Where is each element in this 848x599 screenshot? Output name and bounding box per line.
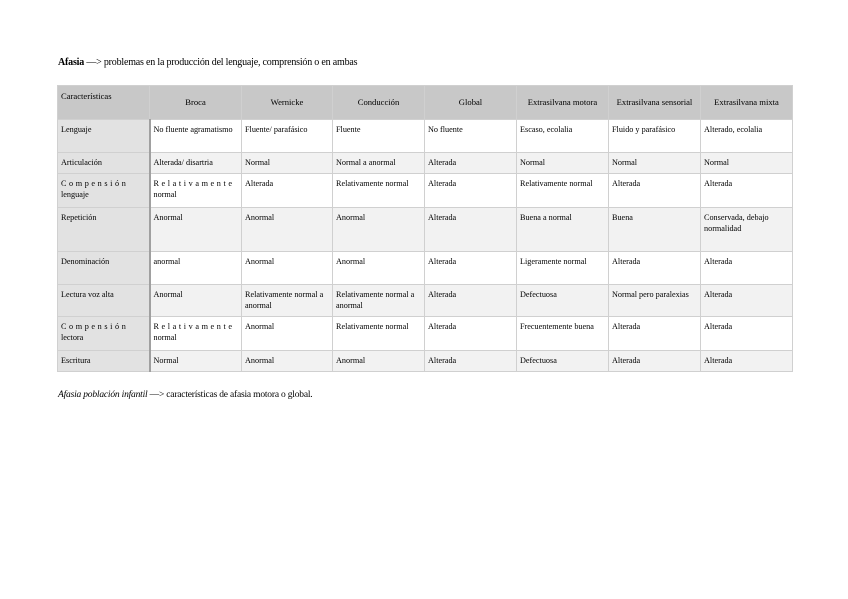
header-cell: Extrasilvana sensorial: [609, 86, 701, 120]
table-cell: Relativamente normal a anormal: [242, 285, 333, 317]
table-cell: Alterada: [425, 174, 517, 208]
table-cell: Relativamente normal: [333, 317, 425, 351]
table-cell: Anormal: [333, 252, 425, 285]
table-cell: Alterada: [425, 208, 517, 252]
table-cell: Normal: [150, 351, 242, 372]
header-cell: Características: [58, 86, 150, 120]
page-heading: [58, 57, 357, 68]
table-cell: Alterada: [425, 252, 517, 285]
table-cell: Buena a normal: [517, 208, 609, 252]
table-cell: Alterada: [701, 252, 793, 285]
table-cell: Defectuosa: [517, 285, 609, 317]
header-cell: Broca: [150, 86, 242, 120]
table-cell: Alterada: [701, 317, 793, 351]
table-cell: Alterada: [242, 174, 333, 208]
table-row: [58, 351, 793, 372]
table-row: [58, 153, 793, 174]
table-cell: Alterada: [701, 285, 793, 317]
table-cell: Alterada: [609, 252, 701, 285]
table-row: [58, 285, 793, 317]
table-row: [58, 317, 793, 351]
row-label-word: lectora: [61, 333, 84, 343]
cell-word: Relativamente: [153, 179, 235, 188]
table-cell: Alterada: [425, 317, 517, 351]
table-cell: Ligeramente normal: [517, 252, 609, 285]
table-row: [58, 252, 793, 285]
table-cell: Alterada: [425, 351, 517, 372]
table-cell: Alterado, ecolalia: [701, 120, 793, 153]
table-cell: Frecuentemente buena: [517, 317, 609, 351]
heading-text: —> problemas en la producción del lenguaje, comprensión o en ambas: [84, 57, 358, 68]
table-cell: Relativamente normal: [333, 174, 425, 208]
table-cell: Anormal: [150, 208, 242, 252]
row-label: Escritura: [58, 351, 150, 372]
row-label: [58, 317, 150, 351]
header-cell: Global: [425, 86, 517, 120]
table-cell: Normal: [242, 153, 333, 174]
cell-word: Relativamente: [153, 322, 235, 331]
header-cell: Wernicke: [242, 86, 333, 120]
footnote-text: —> características de afasia motora o global.: [147, 390, 313, 400]
table-cell: Buena: [609, 208, 701, 252]
row-label: Lenguaje: [58, 120, 150, 153]
table-row: [58, 174, 793, 208]
row-label: Denominación: [58, 252, 150, 285]
row-label-word: lenguaje: [61, 190, 89, 200]
header-cell: Extrasilvana motora: [517, 86, 609, 120]
table-cell: Alterada: [609, 317, 701, 351]
table-cell: Relativamente normal: [517, 174, 609, 208]
table-cell: [150, 174, 242, 208]
table-cell: Alterada: [425, 285, 517, 317]
aphasia-table: [57, 85, 793, 372]
table-cell: Normal: [517, 153, 609, 174]
cell-word: normal: [153, 333, 177, 343]
table-cell: Escaso, ecolalia: [517, 120, 609, 153]
table-cell: Normal pero paralexias: [609, 285, 701, 317]
table-row: [58, 208, 793, 252]
row-label: [58, 174, 150, 208]
table-cell: anormal: [150, 252, 242, 285]
table-cell: No fluente: [425, 120, 517, 153]
table-cell: Defectuosa: [517, 351, 609, 372]
header-cell: Conducción: [333, 86, 425, 120]
table-cell: Alterada: [609, 174, 701, 208]
table-cell: Conservada, debajo normalidad: [701, 208, 793, 252]
table-row: [58, 120, 793, 153]
row-label: Articulación: [58, 153, 150, 174]
table-cell: Alterada: [701, 351, 793, 372]
table-cell: Relativamente normal a anormal: [333, 285, 425, 317]
table-cell: Anormal: [333, 208, 425, 252]
table-cell: Anormal: [150, 285, 242, 317]
table-cell: Fluente/ parafásico: [242, 120, 333, 153]
heading-term: Afasia: [58, 57, 85, 68]
row-label-word: Compensión: [61, 179, 129, 188]
table-cell: Normal a anormal: [333, 153, 425, 174]
table-cell: Normal: [701, 153, 793, 174]
header-cell: Extrasilvana mixta: [701, 86, 793, 120]
table-cell: No fluente agramatismo: [150, 120, 242, 153]
table-cell: Anormal: [333, 351, 425, 372]
table-cell: Alterada: [425, 153, 517, 174]
table-cell: Anormal: [242, 252, 333, 285]
table-cell: Anormal: [242, 351, 333, 372]
table-cell: Alterada: [609, 351, 701, 372]
table-cell: Anormal: [242, 208, 333, 252]
cell-word: normal: [153, 190, 177, 200]
table-cell: [150, 317, 242, 351]
footnote-term: Afasia población infantil: [58, 390, 148, 400]
row-label: Repetición: [58, 208, 150, 252]
table-cell: Fluente: [333, 120, 425, 153]
row-label-word: Compensión: [61, 322, 129, 331]
footnote: [58, 390, 312, 400]
table-header-row: [58, 86, 793, 120]
row-label: Lectura voz alta: [58, 285, 150, 317]
table-cell: Normal: [609, 153, 701, 174]
table-cell: Fluido y parafásico: [609, 120, 701, 153]
table-cell: Alterada/ disartria: [150, 153, 242, 174]
table-cell: Alterada: [701, 174, 793, 208]
table-cell: Anormal: [242, 317, 333, 351]
